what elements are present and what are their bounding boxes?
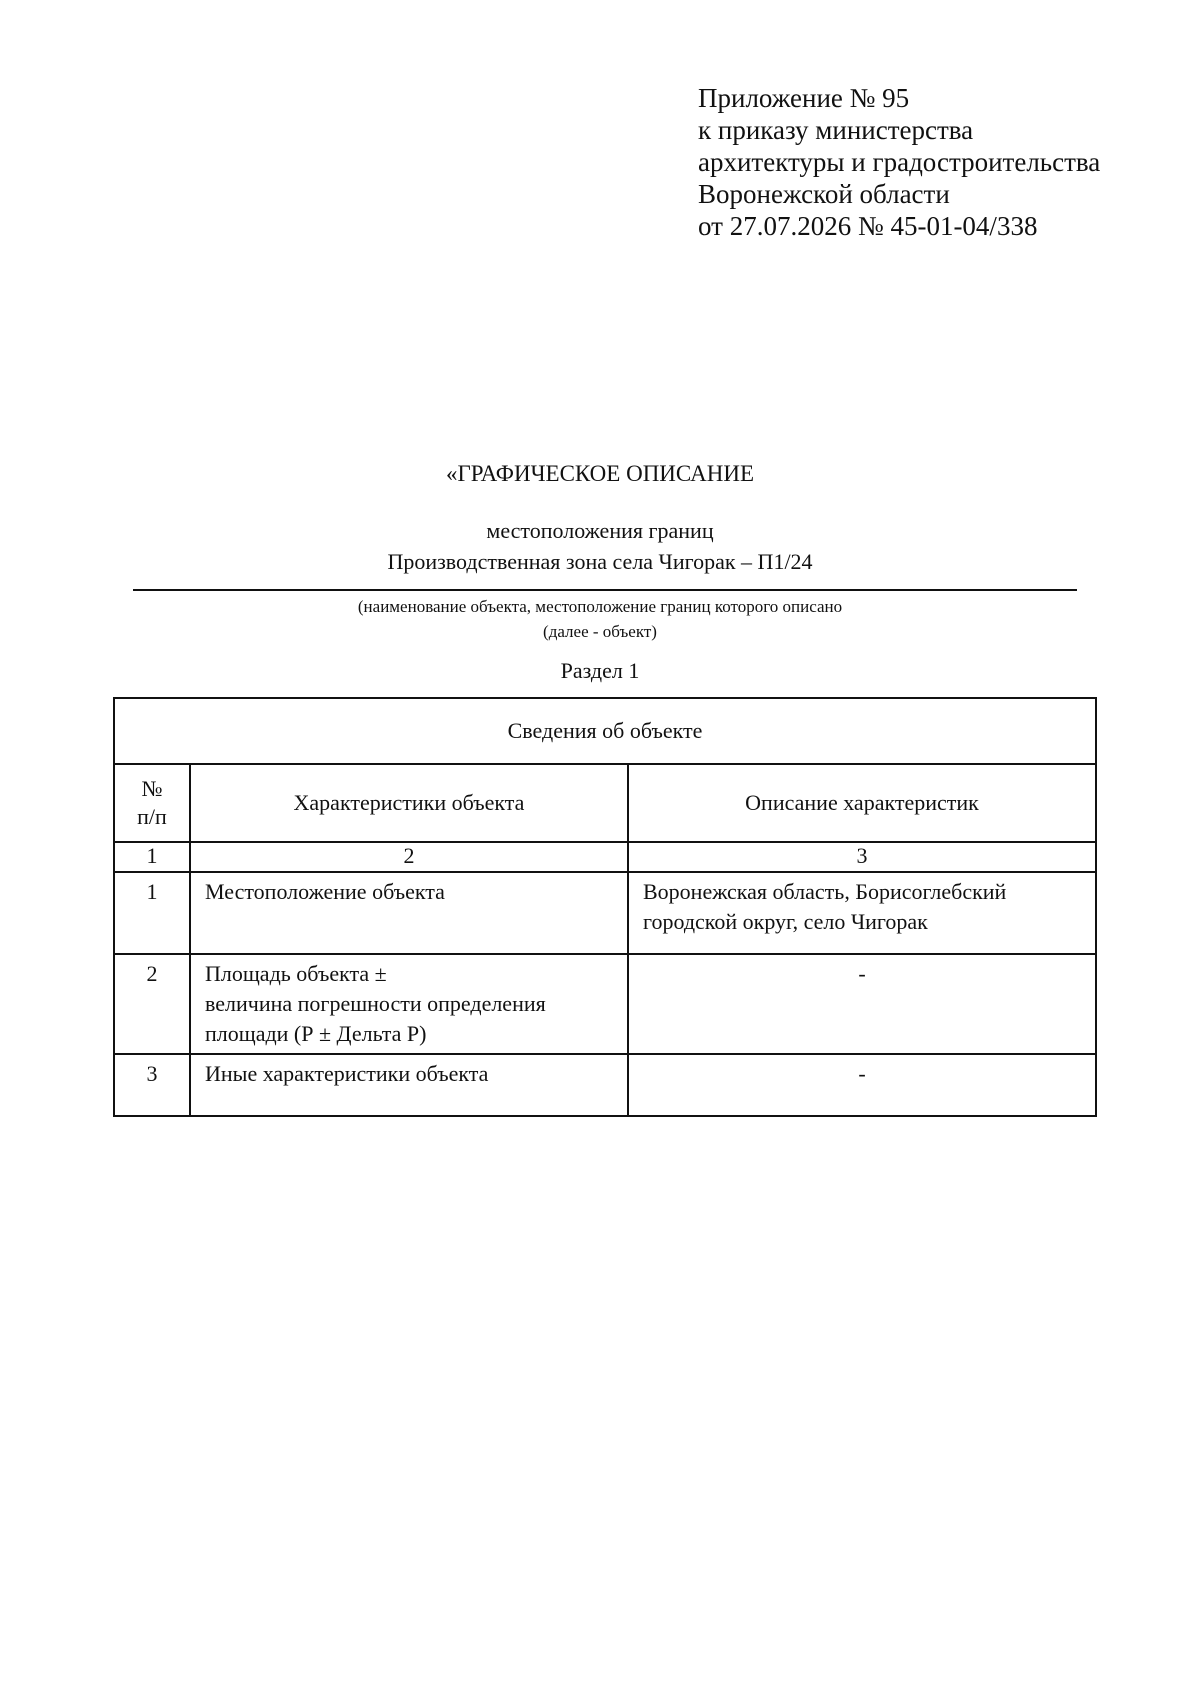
- description-line: городской округ, село Чигорак: [643, 909, 928, 934]
- subtitle-line: местоположения границ: [486, 518, 714, 543]
- appendix-line: Приложение № 95: [698, 83, 910, 113]
- appendix-line: архитектуры и градостроительства: [698, 147, 1101, 177]
- characteristic-line: площади (Р ± Дельта Р): [205, 1021, 427, 1046]
- header-number-symbol: №: [141, 776, 163, 801]
- appendix-line: от 27.07.2026 № 45-01-04/338: [698, 211, 1038, 241]
- caption-line: (наименование объекта, местоположение границ которого описано: [357, 597, 843, 616]
- characteristic-line: Местоположение объекта: [205, 879, 445, 904]
- row-description: [628, 1054, 1096, 1116]
- row-characteristic: [190, 872, 628, 954]
- appendix-header: [698, 82, 1168, 242]
- column-index: 3: [628, 842, 1096, 872]
- characteristic-line: величина погрешности определения: [205, 991, 546, 1016]
- object-info-table: [113, 697, 1097, 1117]
- document-subtitle: [0, 515, 1200, 577]
- row-number: 3: [114, 1054, 190, 1116]
- table-row: [114, 872, 1096, 954]
- row-description: [628, 954, 1096, 1054]
- document-title: «ГРАФИЧЕСКОЕ ОПИСАНИЕ: [445, 461, 754, 486]
- caption-line: (далее - объект): [543, 622, 657, 641]
- object-caption: [0, 594, 1200, 644]
- characteristic-line: Площадь объекта ±: [205, 961, 387, 986]
- appendix-line: к приказу министерства: [698, 115, 974, 145]
- column-index: 2: [190, 842, 628, 872]
- description-line: -: [858, 961, 866, 986]
- appendix-line: Воронежской области: [698, 179, 950, 209]
- table-row: [114, 1054, 1096, 1116]
- header-description: Описание характеристик: [628, 764, 1096, 842]
- header-number-abbr: п/п: [137, 804, 167, 829]
- row-description: [628, 872, 1096, 954]
- object-name: Производственная зона села Чигорак – П1/24: [387, 549, 813, 574]
- table-title-row: [114, 698, 1096, 764]
- table-title: Сведения об объекте: [114, 698, 1096, 764]
- characteristic-line: Иные характеристики объекта: [205, 1061, 489, 1086]
- row-characteristic: [190, 954, 628, 1054]
- column-index: 1: [114, 842, 190, 872]
- description-line: Воронежская область, Борисоглебский: [643, 879, 1007, 904]
- row-number: 1: [114, 872, 190, 954]
- column-index-row: [114, 842, 1096, 872]
- table-header-row: [114, 764, 1096, 842]
- section-label: Раздел 1: [560, 658, 640, 683]
- header-number: [114, 764, 190, 842]
- row-number: 2: [114, 954, 190, 1054]
- underline-rule: [133, 589, 1077, 591]
- table-row: [114, 954, 1096, 1054]
- description-line: -: [858, 1061, 866, 1086]
- header-characteristics: Характеристики объекта: [190, 764, 628, 842]
- row-characteristic: [190, 1054, 628, 1116]
